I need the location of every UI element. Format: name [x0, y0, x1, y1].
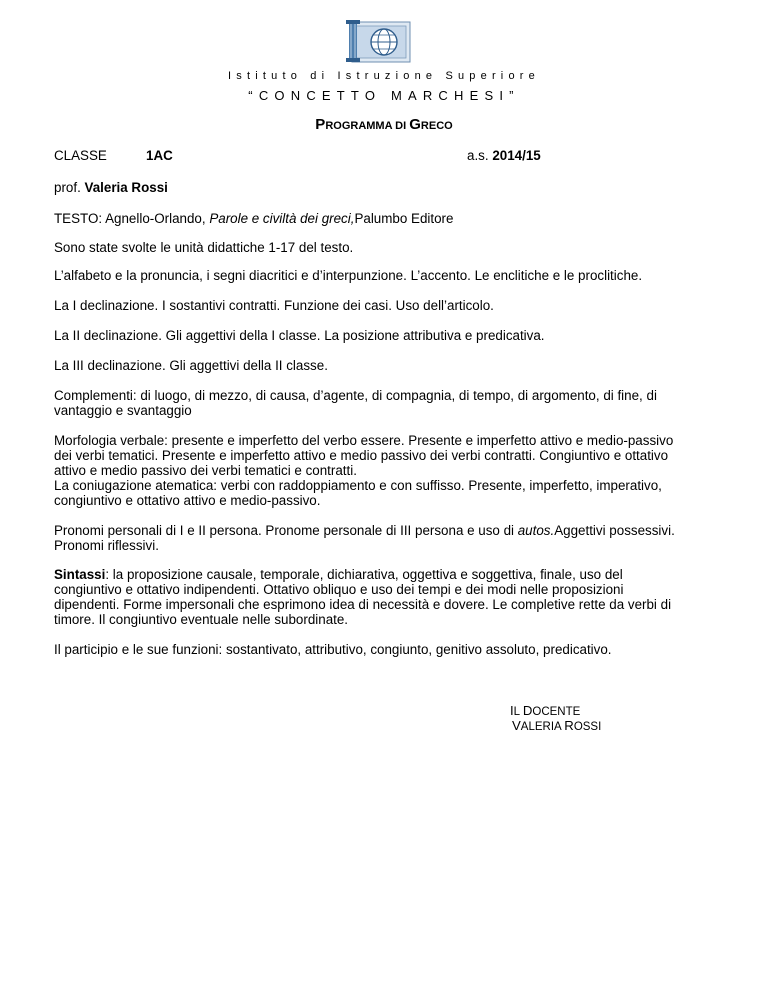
classe-value: 1AC [146, 148, 173, 163]
paragraph-third-declension: La III declinazione. Gli aggettivi della II classe. [54, 358, 328, 373]
professor: prof. Valeria Rossi [54, 180, 168, 195]
paragraph-complements: Complementi: di luogo, di mezzo, di causa, d’agente, di compagnia, di tempo, di argomento, di fine, di vantaggio e svantaggio [54, 388, 657, 418]
school-year: a.s. 2014/15 [467, 148, 541, 163]
signature-role: IL DOCENTE [510, 703, 581, 718]
signature-name: VALERIA ROSSI [512, 718, 602, 733]
paragraph-syntax: Sintassi: la proposizione causale, temporale, dichiarativa, oggettiva e soggettiva, finale, uso del congiuntivo e ottativo indipendenti. Ottativo obliquo e uso dei tempi e dei modi nelle proposizioni dipendenti. Forme impersonali che esprimono idea di necessità e dovere. Le completive rette da verbi di timore. Il congiuntivo eventuale nelle subordinate. [54, 567, 672, 627]
institute-logo-icon [344, 14, 416, 68]
paragraph-pronouns: Pronomi personali di I e II persona. Pronome personale di III persona e uso di autos.Aggettivi possessivi. Pronomi riflessivi. [54, 523, 675, 553]
textbook: TESTO: Agnello-Orlando, Parole e civiltà dei greci,Palumbo Editore [54, 211, 454, 226]
page-title: PROGRAMMA DI GRECO [315, 116, 453, 133]
paragraph-participle: Il participio e le sue funzioni: sostantivato, attributivo, congiunto, genitivo assoluto, predicativo. [54, 642, 612, 657]
paragraph-units: Sono state svolte le unità didattiche 1-17 del testo. [54, 240, 354, 255]
paragraph-alphabet: L’alfabeto e la pronuncia, i segni diacritici e d’interpunzione. L’accento. Le enclitiche e le proclitiche. [54, 268, 643, 283]
institute-name: Istituto di Istruzione Superiore [228, 70, 540, 82]
paragraph-second-declension: La II declinazione. Gli aggettivi della I classe. La posizione attributiva e predicativa. [54, 328, 545, 343]
paragraph-first-declension: La I declinazione. I sostantivi contratti. Funzione dei casi. Uso dell’articolo. [54, 298, 494, 313]
paragraph-verbal-morphology: Morfologia verbale: presente e imperfetto del verbo essere. Presente e imperfetto attivo e medio-passivo dei verbi tematici. Presente e imperfetto attivo e medio passivo dei verbi contratti. Congiuntivo e ottativo attivo e medio passivo dei verbi tematici e contratti. La coniugazione atematica: verbi con raddoppiamento e con suffisso. Presente, imperfetto, imperativo, congiuntivo e ottativo attivo e medio-passivo. [54, 433, 674, 508]
classe-label: CLASSE [54, 148, 107, 163]
institute-subtitle: “CONCETTO MARCHESI” [248, 88, 520, 103]
